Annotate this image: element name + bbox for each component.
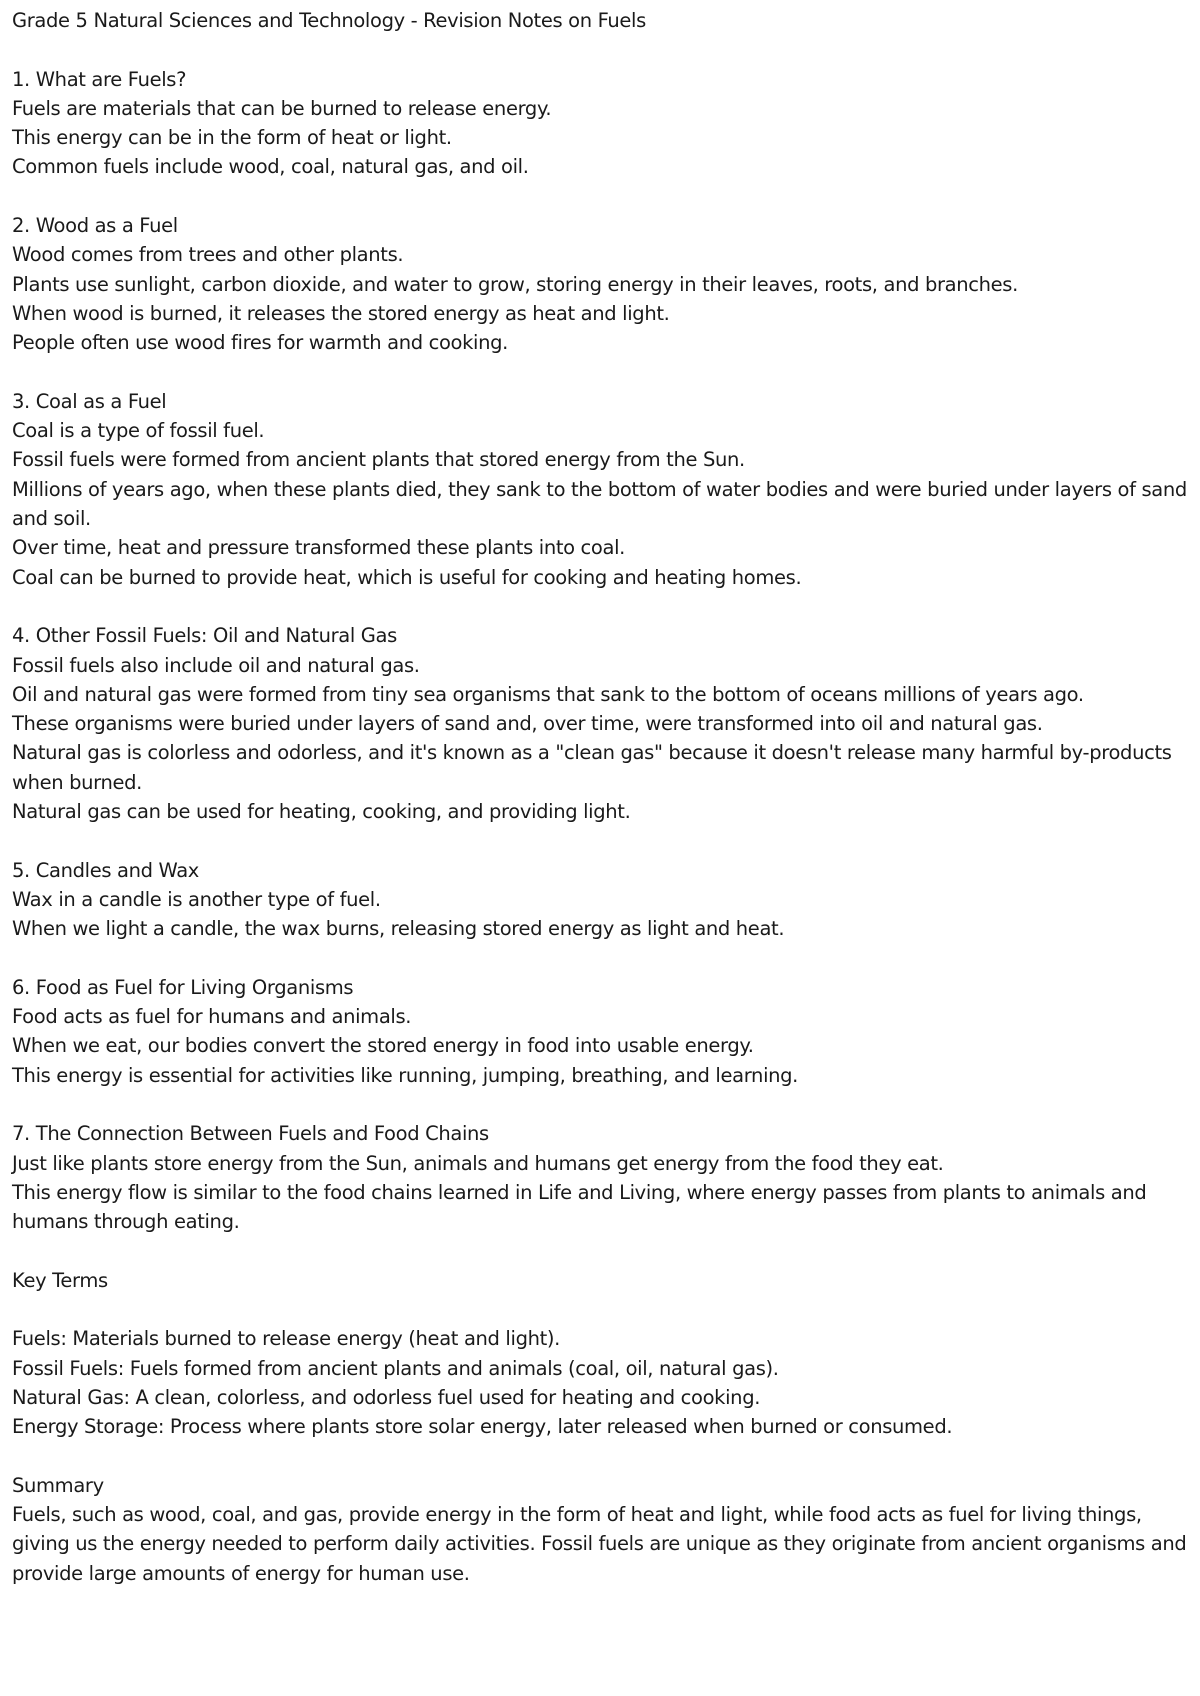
section-line: Oil and natural gas were formed from tiny sea organisms that sank to the bottom of oceans millions of years ago. — [12, 682, 1084, 706]
section-food-as-fuel — [12, 973, 1188, 1090]
section-fuels-and-food-chains — [12, 1119, 1188, 1236]
key-term-item: Fuels: Materials burned to release energy (heat and light). — [12, 1327, 561, 1351]
section-line: People often use wood fires for warmth and cooking. — [12, 331, 509, 355]
key-term-item: Natural Gas: A clean, colorless, and odorless fuel used for heating and cooking. — [12, 1385, 761, 1409]
section-line: Coal is a type of fossil fuel. — [12, 419, 265, 443]
section-line: Natural gas is colorless and odorless, and it's known as a "clean gas" because it doesn't release many harmful by-products when burned. — [12, 741, 1172, 794]
document-page — [12, 6, 1188, 1588]
section-wood-as-fuel — [12, 211, 1188, 357]
key-term-item: Fossil Fuels: Fuels formed from ancient plants and animals (coal, oil, natural gas). — [12, 1356, 779, 1380]
section-line: When we light a candle, the wax burns, releasing stored energy as light and heat. — [12, 917, 785, 941]
section-line: These organisms were buried under layers of sand and, over time, were transformed into oil and natural gas. — [12, 712, 1043, 736]
section-heading: 7. The Connection Between Fuels and Food Chains — [12, 1122, 489, 1146]
section-line: Millions of years ago, when these plants died, they sank to the bottom of water bodies and were buried under layers of sand and soil. — [12, 477, 1187, 531]
document-title: Grade 5 Natural Sciences and Technology - Revision Notes on Fuels — [12, 9, 646, 32]
section-line: Coal can be burned to provide heat, which is useful for cooking and heating homes. — [12, 565, 802, 589]
section-candles-and-wax — [12, 856, 1188, 944]
summary-text: Fuels, such as wood, coal, and gas, provide energy in the form of heat and light, while food acts as fuel for living things, giving us the energy needed to perform daily activities. Fossil fuels are unique as they originate from ancient organisms and provide large amounts of energy for human use. — [12, 1503, 1187, 1585]
section-line: Fossil fuels also include oil and natural gas. — [12, 653, 420, 677]
key-term-item: Energy Storage: Process where plants store solar energy, later released when burned or consumed. — [12, 1415, 953, 1439]
section-line: Plants use sunlight, carbon dioxide, and water to grow, storing energy in their leaves, roots, and branches. — [12, 272, 1018, 296]
section-line: Just like plants store energy from the Sun, animals and humans get energy from the food they eat. — [12, 1151, 944, 1175]
section-heading: 6. Food as Fuel for Living Organisms — [12, 975, 354, 999]
section-heading: 4. Other Fossil Fuels: Oil and Natural Gas — [12, 624, 397, 648]
key-terms-section — [12, 1266, 1188, 1295]
section-coal-as-fuel — [12, 387, 1188, 592]
section-line: Wood comes from trees and other plants. — [12, 243, 404, 267]
section-other-fossil-fuels — [12, 621, 1188, 826]
section-line: When we eat, our bodies convert the stored energy in food into usable energy. — [12, 1034, 754, 1058]
section-line: This energy can be in the form of heat or light. — [12, 126, 452, 150]
section-line: This energy flow is similar to the food chains learned in Life and Living, where energy passes from plants to animals and humans through eating. — [12, 1180, 1147, 1234]
key-terms-list — [12, 1324, 1188, 1441]
section-line: Fuels are materials that can be burned to release energy. — [12, 96, 552, 120]
section-heading: 2. Wood as a Fuel — [12, 214, 178, 238]
section-line: Fossil fuels were formed from ancient plants that stored energy from the Sun. — [12, 448, 745, 472]
section-heading: 5. Candles and Wax — [12, 858, 199, 882]
key-terms-heading: Key Terms — [12, 1268, 108, 1292]
section-line: Food acts as fuel for humans and animals. — [12, 1005, 412, 1029]
section-what-are-fuels — [12, 65, 1188, 182]
summary-heading: Summary — [12, 1473, 104, 1497]
section-line: Common fuels include wood, coal, natural gas, and oil. — [12, 155, 529, 179]
section-heading: 3. Coal as a Fuel — [12, 389, 167, 413]
section-line: Natural gas can be used for heating, cooking, and providing light. — [12, 800, 631, 824]
summary-section — [12, 1471, 1188, 1588]
section-heading: 1. What are Fuels? — [12, 67, 187, 91]
section-line: Over time, heat and pressure transformed these plants into coal. — [12, 536, 626, 560]
section-line: When wood is burned, it releases the stored energy as heat and light. — [12, 301, 670, 325]
section-line: This energy is essential for activities like running, jumping, breathing, and learning. — [12, 1063, 799, 1087]
section-line: Wax in a candle is another type of fuel. — [12, 887, 381, 911]
